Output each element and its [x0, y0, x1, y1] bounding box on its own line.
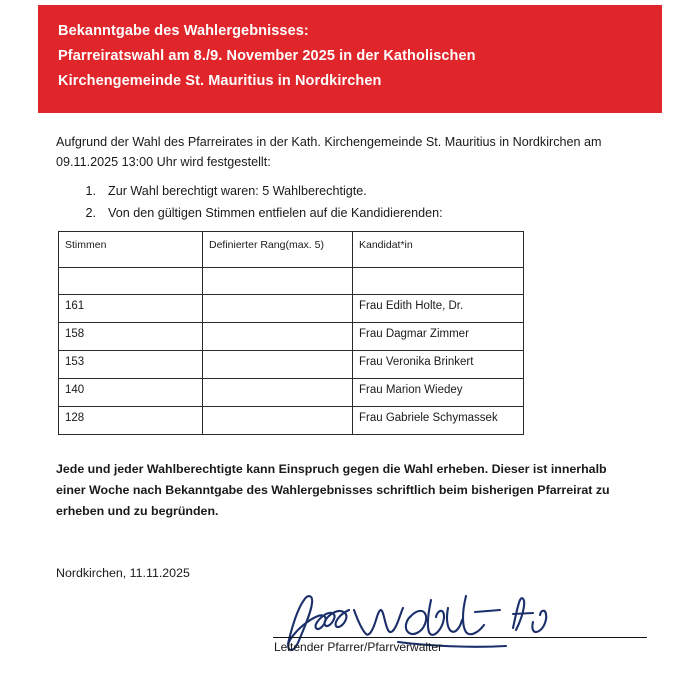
column-header-candidate: Kandidat*in — [353, 232, 524, 268]
signature-caption: Leitender Pfarrer/Pfarrverwalter — [274, 640, 443, 654]
list-item-number: 2. — [85, 206, 96, 220]
cell-rank — [203, 379, 353, 407]
table-row — [59, 379, 524, 407]
table-row — [59, 407, 524, 435]
cell-rank-empty — [203, 268, 353, 295]
list-item-number: 1. — [85, 184, 96, 198]
table-header — [59, 232, 524, 268]
place-and-date: Nordkirchen, 11.11.2025 — [56, 566, 190, 580]
list-item-label: Zur Wahl berechtigt waren: 5 Wahlberechtigte. — [108, 184, 367, 198]
appeal-notice-line-1: Jede und jeder Wahlberechtigte kann Einspruch gegen die Wahl erheben. Dieser ist innerhalb — [56, 462, 607, 476]
header-title-line-1: Bekanntgabe des Wahlergebnisses: — [58, 23, 309, 39]
results-table — [58, 231, 524, 435]
intro-line-2: 09.11.2025 13:00 Uhr wird festgestellt: — [56, 155, 271, 169]
list-item — [72, 180, 652, 202]
cell-rank — [203, 407, 353, 435]
intro-line-1: Aufgrund der Wahl des Pfarreirates in der Kath. Kirchengemeinde St. Mauritius in Nordkirchen am — [56, 135, 602, 149]
appeal-notice — [56, 459, 662, 522]
appeal-notice-line-3: erheben und zu begründen. — [56, 504, 219, 518]
cell-votes: 161 — [59, 295, 203, 323]
signature-line — [273, 637, 647, 638]
cell-rank — [203, 323, 353, 351]
column-header-votes: Stimmen — [59, 232, 203, 268]
list-item — [72, 202, 652, 224]
intro-paragraph — [56, 132, 656, 172]
cell-votes-empty — [59, 268, 203, 295]
column-header-rank: Definierter Rang(max. 5) — [203, 232, 353, 268]
list-item-label: Von den gültigen Stimmen entfielen auf die Kandidierenden: — [108, 206, 443, 220]
cell-votes: 140 — [59, 379, 203, 407]
cell-candidate-empty — [353, 268, 524, 295]
numbered-points-list — [72, 180, 652, 224]
cell-candidate: Frau Gabriele Schymassek — [353, 407, 524, 435]
table-row-empty — [59, 268, 524, 295]
cell-candidate: Frau Veronika Brinkert — [353, 351, 524, 379]
table-row — [59, 295, 524, 323]
header-banner — [38, 5, 662, 113]
header-title-line-3: Kirchengemeinde St. Mauritius in Nordkirchen — [58, 73, 382, 89]
cell-candidate: Frau Dagmar Zimmer — [353, 323, 524, 351]
table-header-row — [59, 232, 524, 268]
cell-votes: 128 — [59, 407, 203, 435]
cell-rank — [203, 351, 353, 379]
cell-votes: 153 — [59, 351, 203, 379]
table-row — [59, 351, 524, 379]
cell-candidate: Frau Edith Holte, Dr. — [353, 295, 524, 323]
table-body — [59, 268, 524, 435]
table-row — [59, 323, 524, 351]
header-title-line-2: Pfarreiratswahl am 8./9. November 2025 in der Katholischen — [58, 48, 476, 64]
signature-block — [270, 586, 650, 666]
cell-rank — [203, 295, 353, 323]
cell-candidate: Frau Marion Wiedey — [353, 379, 524, 407]
cell-votes: 158 — [59, 323, 203, 351]
appeal-notice-line-2: einer Woche nach Bekanntgabe des Wahlergebnisses schriftlich beim bisherigen Pfarreirat zu — [56, 483, 610, 497]
